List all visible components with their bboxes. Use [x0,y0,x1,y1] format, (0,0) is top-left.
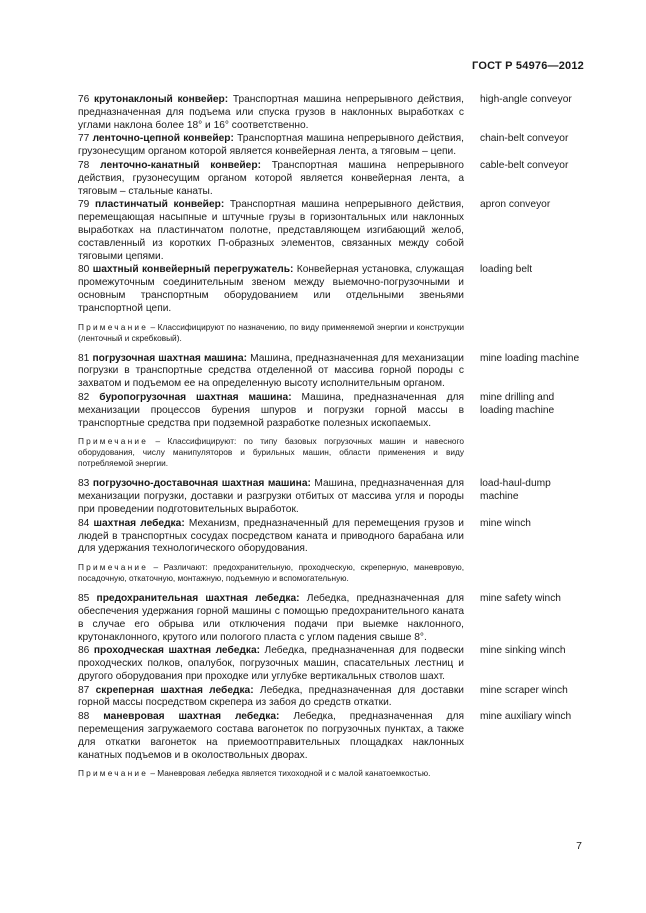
note-text: – Различают: предохранительную, проходческую, скреперную, маневровую, посадочную, откаточную, монтажную, подъемную и вспомогательную. [78,562,464,584]
term-number: 84 [78,517,90,529]
term-entry-77 [78,133,586,159]
term-definition: Транспортная машина непрерывного действия, грузонесущим органом которой является конвейерная лента, а тяговым – стальные канаты. [78,159,464,197]
term-number: 86 [78,645,90,657]
note-80 [78,322,464,344]
term-number: 88 [78,711,90,723]
term-number: 78 [78,159,90,171]
terms-list [78,94,586,788]
term-entry-87 [78,685,586,711]
term-definition: Машина, предназначенная для механизации процессов бурения шпуров и погрузки горной массы в транспортные средства при подземной разработке полезных ископаемых. [78,391,464,429]
term-entry-83 [78,478,586,516]
term-english: mine sinking winch [480,645,566,657]
note-label: Примечание [78,436,149,447]
term-english: load-haul-dump machine [480,478,551,503]
note-text: – Маневровая лебедка является тихоходной и с малой канатоемкостью. [150,768,431,779]
term-definition: Машина, предназначенная для механизации погрузки в транспортные средства отделенной от массива горной породы с захватом и подъемом ее на определенную высоту исполнительным органом. [78,352,464,390]
term-number: 82 [78,391,90,403]
term-name: пластинчатый конвейер: [95,199,225,211]
term-definition: Механизм, предназначенный для перемещения грузов и людей в транспортных сосудах посредством каната и приводного барабана или для удержания технологического оборудования. [78,517,464,555]
term-number: 80 [78,264,90,276]
term-entry-76 [78,94,586,132]
term-definition: Лебедка, предназначенная для подвески проходческих полков, опалубок, погрузочных машин, спасательных лестниц и другого оборудования при проходке или углубке вертикальных стволов шахт. [78,645,464,682]
term-english: mine winch [480,517,531,529]
term-entry-82 [78,392,586,430]
term-definition: Машина, предназначенная для механизации погрузки, доставки и разгрузки отбитых от массива угля и породы при проведении подготовительных выработок. [78,478,464,515]
document-header: ГОСТ Р 54976—2012 [472,60,584,72]
term-english: mine drilling and loading machine [480,391,555,416]
term-entry-84 [78,518,586,556]
note-label: Примечание [78,321,149,332]
term-name: ленточно-цепной конвейер: [92,133,234,145]
term-name: шахтный конвейерный перегружатель: [92,264,294,276]
term-name: крутонаклоный конвейер: [94,94,229,105]
term-english: mine scraper winch [480,684,568,696]
term-entry-78 [78,160,586,198]
term-english: mine safety winch [480,593,561,605]
term-number: 83 [78,478,90,490]
term-english: apron conveyor [480,199,551,211]
term-english: mine loading machine [480,352,580,364]
term-entry-80 [78,264,586,315]
term-name: шахтная лебедка: [93,517,185,529]
term-entry-86 [78,645,586,683]
note-label: Примечание [78,768,149,779]
term-name: ленточно-канатный конвейер: [100,159,261,171]
term-definition: Конвейерная установка, служащая промежуточным соединительным звеном между выемочно-погрузочными и основным транспортным оборудованием или отдельными звеньями транспортной цепи. [78,264,464,314]
term-name: буропогрузочная шахтная машина: [99,391,292,403]
term-english: chain-belt conveyor [480,133,569,145]
term-number: 77 [78,133,90,145]
term-definition: Лебедка, предназначенная для доставки горной массы посредством скрепера из забоя до средств откатки. [78,684,464,709]
term-entry-88 [78,711,586,762]
term-entry-85 [78,593,586,644]
note-text: – Классифицируют: по типу базовых погрузочных машин и навесного оборудования, числу манипуляторов и бурильных машин, области применения и виду потребляемой энергии. [78,436,464,469]
term-english: high-angle conveyor [480,94,572,105]
term-definition: Транспортная машина непрерывного действия, предназначенная для подъема или спуска грузов в наклонных выработках с углами наклона более 18° и 16° соответственно. [78,94,464,131]
term-name: погрузочная шахтная машина: [92,352,248,364]
term-number: 85 [78,593,90,605]
term-name: маневровая шахтная лебедка: [103,711,280,723]
note-84 [78,562,464,584]
term-entry-79 [78,199,586,263]
note-text: – Классифицируют по назначению, по виду применяемой энергии и конструкции (ленточный и скребковый). [78,321,464,343]
term-entry-81 [78,353,586,391]
term-number: 87 [78,684,90,696]
note-88 [78,768,464,779]
term-name: предохранительная шахтная лебедка: [96,593,300,605]
note-label: Примечание [78,562,149,573]
term-definition: Лебедка, предназначенная для обеспечения удержания горной машины с помощью предохранительного каната в случае его обрыва или отключения подачи при выемке наклонного, крутонаклонного, крутого или пологого пласта с углом падения свыше 8°. [78,593,464,643]
term-definition: Транспортная машина непрерывного действия, грузонесущим органом которой является конвейерная лента, а тяговым – цепи. [78,133,464,158]
page-number: 7 [576,840,582,852]
term-english: cable-belt conveyor [480,159,569,171]
term-number: 79 [78,199,90,211]
term-name: скреперная шахтная лебедка: [95,684,254,696]
term-name: погрузочно-доставочная шахтная машина: [92,478,311,490]
term-number: 76 [78,94,90,105]
term-definition: Транспортная машина непрерывного действия, перемещающая насыпные и штучные грузы в горизонтальных или наклонных выработках на пластинчатом полотне, представляющем изгибающий желоб, составленный из коротких П-образных элементов, связанных между собой тяговыми цепями. [78,199,464,262]
term-number: 81 [78,352,90,364]
note-82 [78,436,464,469]
term-definition: Лебедка, предназначенная для перемещения загружаемого состава вагонеток по погрузочных пунктах, а также для откатки вагонеток на приемоотправительных площадках наклонных канатных подъемов и в околоствольных дворах. [78,711,464,761]
term-name: проходческая шахтная лебедка: [93,645,261,657]
term-english: loading belt [480,264,533,276]
term-english: mine auxiliary winch [480,711,572,723]
